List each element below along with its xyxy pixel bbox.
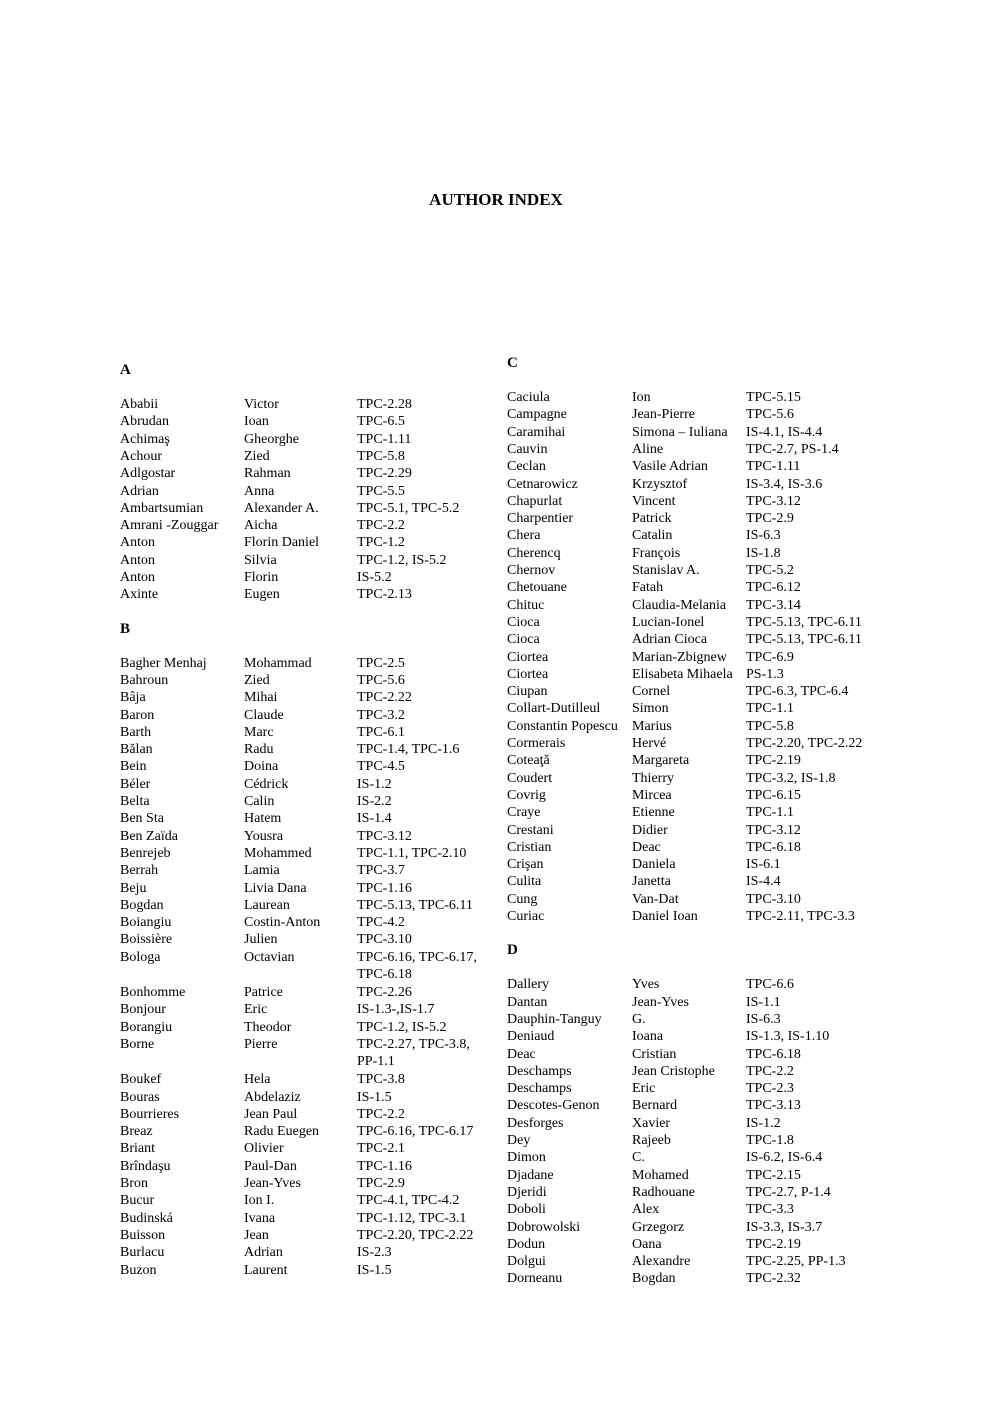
author-last-name: Bahroun bbox=[120, 672, 169, 688]
paper-codes: IS-1.4 bbox=[357, 811, 392, 827]
author-last-name: Chapurlat bbox=[507, 493, 563, 509]
author-last-name: Deschamps bbox=[507, 1063, 572, 1079]
author-last-name: Ceclan bbox=[507, 459, 546, 475]
author-last-name: Crestani bbox=[507, 822, 554, 838]
author-first-name: Krzysztof bbox=[632, 476, 688, 492]
author-first-name: Jean Cristophe bbox=[632, 1063, 715, 1079]
author-last-name: Bologa bbox=[120, 949, 161, 965]
paper-codes: TPC-2.20, TPC-2.22 bbox=[746, 736, 863, 751]
author-first-name: Radu bbox=[244, 742, 274, 758]
paper-codes: TPC-6.12 bbox=[746, 580, 801, 596]
paper-codes: TPC-2.5 bbox=[357, 655, 405, 671]
author-first-name: Simona – Iuliana bbox=[632, 424, 728, 440]
author-last-name: Cung bbox=[507, 891, 538, 907]
author-first-name: Alexander A. bbox=[244, 500, 319, 516]
author-last-name: Deniaud bbox=[507, 1029, 555, 1045]
author-first-name: Marius bbox=[632, 718, 672, 734]
paper-codes: IS-1.8 bbox=[746, 545, 781, 561]
author-first-name: Bogdan bbox=[632, 1271, 676, 1287]
author-first-name: Patrick bbox=[632, 511, 672, 527]
author-first-name: Claude bbox=[244, 707, 284, 723]
author-last-name: Bonhomme bbox=[120, 985, 186, 1000]
author-last-name: Coteaţă bbox=[507, 753, 550, 769]
paper-codes: TPC-2.32 bbox=[746, 1271, 801, 1287]
author-last-name: Desforges bbox=[507, 1115, 564, 1131]
paper-codes: TPC-2.13 bbox=[357, 587, 412, 603]
author-first-name: Jean-Yves bbox=[632, 994, 689, 1010]
paper-codes: TPC-2.2 bbox=[746, 1063, 794, 1079]
paper-codes: TPC-3.14 bbox=[746, 597, 801, 613]
paper-codes: TPC-3.12 bbox=[746, 822, 801, 838]
paper-codes: TPC-6.1 bbox=[357, 724, 405, 740]
author-first-name: Patrice bbox=[244, 985, 283, 1000]
paper-codes: IS-4.1, IS-4.4 bbox=[746, 424, 823, 440]
author-first-name: Ion I. bbox=[244, 1193, 275, 1209]
author-last-name: Belta bbox=[120, 794, 150, 809]
author-last-name: Achour bbox=[120, 448, 162, 464]
paper-codes: IS-6.2, IS-6.4 bbox=[746, 1150, 823, 1166]
paper-codes: TPC-5.13, TPC-6.11 bbox=[746, 632, 862, 648]
author-last-name: Ciortea bbox=[507, 649, 549, 665]
paper-codes: TPC-3.2, IS-1.8 bbox=[746, 770, 836, 786]
author-last-name: Bogdan bbox=[120, 897, 164, 913]
author-last-name: Berrah bbox=[120, 863, 159, 879]
paper-codes: TPC-5.5 bbox=[357, 483, 405, 499]
paper-codes: TPC-2.27, TPC-3.8, bbox=[357, 1036, 470, 1052]
author-last-name: Caciula bbox=[507, 390, 550, 405]
paper-codes: TPC-6.18 bbox=[746, 839, 801, 855]
author-first-name: Victor bbox=[244, 397, 279, 412]
author-last-name: Achimaş bbox=[120, 431, 170, 447]
author-last-name: Ben Sta bbox=[120, 811, 164, 827]
author-first-name: Silvia bbox=[244, 552, 277, 568]
author-first-name: Aicha bbox=[244, 518, 278, 534]
paper-codes: TPC-5.13, TPC-6.11 bbox=[746, 614, 862, 630]
paper-codes: TPC-1.2, IS-5.2 bbox=[357, 1019, 447, 1035]
paper-codes: TPC-1.11 bbox=[357, 431, 412, 447]
paper-codes: TPC-3.10 bbox=[746, 891, 801, 907]
section-letter-d: D bbox=[507, 942, 518, 959]
paper-codes: TPC-6.16, TPC-6.17, bbox=[357, 949, 477, 965]
author-last-name: Boissière bbox=[120, 932, 173, 948]
paper-codes: TPC-1.12, TPC-3.1 bbox=[357, 1210, 467, 1226]
author-first-name: Mohammad bbox=[244, 655, 312, 671]
author-first-name: Anna bbox=[244, 483, 275, 499]
author-first-name: Yousra bbox=[244, 828, 284, 844]
author-first-name: Rajeeb bbox=[632, 1133, 671, 1148]
author-last-name: Constantin Popescu bbox=[507, 718, 618, 734]
author-last-name: Dauphin-Tanguy bbox=[507, 1011, 602, 1027]
author-last-name: Chetouane bbox=[507, 580, 567, 596]
paper-codes: TPC-5.1, TPC-5.2 bbox=[357, 500, 460, 516]
author-first-name: Laurean bbox=[244, 897, 290, 913]
author-first-name: Stanislav A. bbox=[632, 563, 700, 578]
author-last-name: Dolgui bbox=[507, 1254, 546, 1270]
paper-codes: IS-6.3 bbox=[746, 528, 781, 544]
author-first-name: Catalin bbox=[632, 528, 673, 544]
author-last-name: Anton bbox=[120, 552, 155, 568]
paper-codes: IS-3.4, IS-3.6 bbox=[746, 476, 823, 492]
paper-codes: TPC-3.12 bbox=[746, 493, 801, 509]
paper-codes: TPC-5.15 bbox=[746, 390, 801, 405]
author-first-name: Ioana bbox=[632, 1029, 664, 1045]
author-first-name: Xavier bbox=[632, 1115, 671, 1131]
paper-codes: IS-1.3-,IS-1.7 bbox=[357, 1002, 435, 1018]
author-last-name: Ababii bbox=[120, 397, 159, 412]
author-last-name: Dobrowolski bbox=[507, 1219, 581, 1235]
author-last-name: Collart-Dutilleul bbox=[507, 701, 601, 717]
author-last-name: Doboli bbox=[507, 1202, 546, 1218]
author-first-name: Van-Dat bbox=[632, 891, 679, 907]
paper-codes: TPC-2.2 bbox=[357, 518, 405, 534]
paper-codes: TPC-1.16 bbox=[357, 880, 412, 896]
paper-codes: TPC-2.25, PP-1.3 bbox=[746, 1254, 846, 1270]
author-first-name: Jean-Yves bbox=[244, 1176, 301, 1191]
author-first-name: Hatem bbox=[244, 811, 282, 827]
paper-codes: IS-1.2 bbox=[357, 776, 392, 792]
author-last-name: Dantan bbox=[507, 994, 548, 1010]
paper-codes: TPC-5.8 bbox=[746, 718, 794, 734]
author-last-name: Adrian bbox=[120, 483, 159, 499]
paper-codes: IS-1.5 bbox=[357, 1262, 392, 1278]
author-first-name: Hervé bbox=[632, 736, 667, 751]
author-first-name: Mohammed bbox=[244, 845, 312, 861]
author-first-name: Adrian bbox=[244, 1245, 283, 1261]
author-last-name: Chera bbox=[507, 528, 541, 544]
paper-codes: IS-6.3 bbox=[746, 1011, 781, 1027]
author-first-name: Paul-Dan bbox=[244, 1158, 297, 1174]
paper-codes: TPC-6.6 bbox=[746, 977, 794, 993]
author-last-name: Dorneanu bbox=[507, 1271, 563, 1287]
paper-codes: TPC-1.1 bbox=[746, 701, 794, 717]
author-first-name: Cristian bbox=[632, 1046, 677, 1062]
author-first-name: Ivana bbox=[244, 1210, 276, 1226]
author-last-name: Djeridi bbox=[507, 1184, 547, 1200]
paper-codes: TPC-3.7 bbox=[357, 863, 405, 879]
author-first-name: Jean bbox=[244, 1227, 269, 1243]
author-last-name: Cristian bbox=[507, 839, 552, 855]
author-first-name: Gheorghe bbox=[244, 431, 299, 447]
paper-codes: TPC-6.18 bbox=[746, 1046, 801, 1062]
author-last-name: Bonjour bbox=[120, 1002, 166, 1018]
author-first-name: Simon bbox=[632, 701, 669, 717]
author-first-name: Etienne bbox=[632, 805, 675, 821]
paper-codes: TPC-6.18 bbox=[357, 967, 412, 982]
author-first-name: Zied bbox=[244, 672, 270, 688]
paper-codes: TPC-2.2 bbox=[357, 1106, 405, 1122]
author-last-name: Benrejeb bbox=[120, 845, 171, 861]
author-last-name: Ciortea bbox=[507, 666, 549, 682]
author-first-name: Cornel bbox=[632, 684, 671, 700]
author-first-name: Livia Dana bbox=[244, 880, 307, 896]
author-first-name: Eugen bbox=[244, 587, 280, 603]
author-last-name: Bron bbox=[120, 1176, 148, 1191]
author-first-name: G. bbox=[632, 1011, 646, 1027]
author-last-name: Craye bbox=[507, 805, 541, 821]
author-first-name: Mircea bbox=[632, 787, 672, 803]
paper-codes: TPC-2.11, TPC-3.3 bbox=[746, 909, 855, 924]
author-last-name: Ciupan bbox=[507, 684, 548, 700]
author-last-name: Chernov bbox=[507, 563, 556, 578]
paper-codes: TPC-3.13 bbox=[746, 1098, 801, 1114]
author-last-name: Caramihai bbox=[507, 424, 566, 440]
author-last-name: Curiac bbox=[507, 909, 545, 924]
paper-codes: TPC-3.8 bbox=[357, 1072, 405, 1088]
author-first-name: Oana bbox=[632, 1236, 662, 1252]
author-last-name: Culita bbox=[507, 874, 542, 890]
author-last-name: Bourrieres bbox=[120, 1106, 180, 1122]
paper-codes: TPC-6.16, TPC-6.17 bbox=[357, 1124, 474, 1140]
paper-codes: TPC-5.6 bbox=[746, 407, 794, 423]
section-letter-c: C bbox=[507, 355, 518, 371]
author-first-name: Alexandre bbox=[632, 1254, 691, 1270]
author-first-name: Thierry bbox=[632, 770, 674, 786]
author-last-name: Crişan bbox=[507, 857, 544, 873]
author-last-name: Bagher Menhaj bbox=[120, 655, 207, 671]
paper-codes: TPC-6.15 bbox=[746, 787, 801, 803]
paper-codes: TPC-2.9 bbox=[357, 1176, 405, 1191]
paper-codes: IS-3.3, IS-3.7 bbox=[746, 1219, 823, 1235]
paper-codes: TPC-5.6 bbox=[357, 672, 405, 688]
author-last-name: Dey bbox=[507, 1133, 531, 1148]
author-last-name: Bouras bbox=[120, 1089, 160, 1105]
author-first-name: Olivier bbox=[244, 1141, 284, 1157]
paper-codes: IS-1.3, IS-1.10 bbox=[746, 1029, 830, 1045]
author-last-name: Barth bbox=[120, 724, 152, 740]
paper-codes: TPC-1.4, TPC-1.6 bbox=[357, 742, 460, 758]
page-title: AUTHOR INDEX bbox=[429, 190, 563, 209]
author-last-name: Cioca bbox=[507, 614, 540, 630]
paper-codes: TPC-4.2 bbox=[357, 915, 405, 931]
paper-codes: IS-2.2 bbox=[357, 794, 392, 809]
paper-codes: TPC-2.1 bbox=[357, 1141, 405, 1157]
paper-codes: TPC-2.3 bbox=[746, 1081, 794, 1097]
paper-codes: TPC-2.28 bbox=[357, 397, 412, 412]
author-last-name: Cetnarowicz bbox=[507, 476, 578, 492]
author-first-name: Florin Daniel bbox=[244, 535, 320, 551]
author-first-name: Janetta bbox=[632, 874, 671, 890]
author-first-name: Julien bbox=[244, 932, 278, 948]
author-last-name: Burlacu bbox=[120, 1245, 165, 1261]
author-first-name: Radhouane bbox=[632, 1184, 695, 1200]
author-last-name: Descotes-Genon bbox=[507, 1098, 600, 1114]
author-last-name: Bâja bbox=[120, 690, 146, 706]
paper-codes: TPC-3.3 bbox=[746, 1202, 794, 1218]
author-first-name: Bernard bbox=[632, 1098, 678, 1114]
author-first-name: Adrian Cioca bbox=[632, 632, 708, 648]
paper-codes: TPC-2.26 bbox=[357, 985, 412, 1000]
paper-codes: PP-1.1 bbox=[357, 1054, 395, 1070]
author-first-name: Hela bbox=[244, 1072, 271, 1088]
paper-codes: TPC-1.2 bbox=[357, 535, 405, 551]
author-last-name: Dimon bbox=[507, 1150, 546, 1166]
author-last-name: Cherencq bbox=[507, 545, 561, 561]
paper-codes: IS-6.1 bbox=[746, 857, 781, 873]
paper-codes: IS-4.4 bbox=[746, 874, 781, 890]
section-letter-b: B bbox=[120, 620, 131, 637]
author-first-name: Eric bbox=[244, 1002, 268, 1018]
author-last-name: Buzon bbox=[120, 1262, 157, 1278]
author-last-name: Briant bbox=[120, 1141, 155, 1157]
author-last-name: Baron bbox=[120, 707, 155, 723]
author-last-name: Anton bbox=[120, 570, 155, 585]
paper-codes: TPC-2.20, TPC-2.22 bbox=[357, 1227, 474, 1243]
paper-codes: IS-1.1 bbox=[746, 994, 781, 1010]
author-last-name: Campagne bbox=[507, 407, 567, 423]
paper-codes: IS-5.2 bbox=[357, 570, 392, 585]
paper-codes: IS-2.3 bbox=[357, 1245, 392, 1261]
author-first-name: Jean Paul bbox=[244, 1106, 298, 1122]
paper-codes: TPC-2.19 bbox=[746, 753, 801, 769]
paper-codes: IS-1.5 bbox=[357, 1089, 392, 1105]
author-first-name: Yves bbox=[632, 977, 660, 993]
author-first-name: Daniel Ioan bbox=[632, 909, 698, 924]
paper-codes: TPC-6.3, TPC-6.4 bbox=[746, 684, 849, 700]
paper-codes: IS-1.2 bbox=[746, 1115, 781, 1131]
paper-codes: TPC-4.1, TPC-4.2 bbox=[357, 1193, 460, 1209]
author-last-name: Borangiu bbox=[120, 1019, 173, 1035]
author-last-name: Amrani -Zouggar bbox=[120, 518, 219, 534]
paper-codes: TPC-5.13, TPC-6.11 bbox=[357, 897, 473, 913]
author-last-name: Dallery bbox=[507, 977, 549, 993]
author-first-name: Mohamed bbox=[632, 1167, 689, 1183]
author-last-name: Béler bbox=[120, 776, 151, 792]
paper-codes: TPC-2.15 bbox=[746, 1167, 801, 1183]
author-last-name: Boukef bbox=[120, 1072, 162, 1088]
author-first-name: Cédrick bbox=[244, 776, 289, 792]
author-last-name: Chituc bbox=[507, 597, 545, 613]
author-last-name: Bein bbox=[120, 759, 147, 775]
paper-codes: TPC-1.1, TPC-2.10 bbox=[357, 845, 467, 861]
author-last-name: Ben Zaïda bbox=[120, 828, 178, 844]
author-first-name: Calin bbox=[244, 794, 275, 809]
author-first-name: Abdelaziz bbox=[244, 1089, 301, 1105]
paper-codes: TPC-1.2, IS-5.2 bbox=[357, 552, 447, 568]
paper-codes: TPC-2.7, P-1.4 bbox=[746, 1184, 831, 1200]
author-first-name: Aline bbox=[632, 441, 664, 457]
author-first-name: Rahman bbox=[244, 466, 291, 482]
author-first-name: Ioan bbox=[244, 414, 269, 430]
paper-codes: TPC-4.5 bbox=[357, 759, 405, 775]
author-last-name: Budinská bbox=[120, 1210, 173, 1226]
author-last-name: Cormerais bbox=[507, 736, 566, 751]
author-last-name: Bucur bbox=[120, 1193, 155, 1209]
author-last-name: Ambartsumian bbox=[120, 500, 204, 516]
author-first-name: Daniela bbox=[632, 857, 676, 873]
author-first-name: Jean-Pierre bbox=[632, 407, 695, 423]
author-first-name: Florin bbox=[244, 570, 279, 585]
author-last-name: Beju bbox=[120, 880, 147, 896]
author-last-name: Cauvin bbox=[507, 441, 548, 457]
paper-codes: TPC-2.7, PS-1.4 bbox=[746, 441, 839, 457]
author-last-name: Charpentier bbox=[507, 511, 574, 527]
author-first-name: Theodor bbox=[244, 1019, 292, 1035]
author-first-name: Eric bbox=[632, 1081, 656, 1097]
author-first-name: Marc bbox=[244, 724, 274, 740]
author-first-name: Zied bbox=[244, 448, 270, 464]
author-last-name: Breaz bbox=[120, 1124, 153, 1140]
author-last-name: Axinte bbox=[120, 587, 159, 603]
author-first-name: Pierre bbox=[244, 1036, 278, 1052]
paper-codes: TPC-6.9 bbox=[746, 649, 794, 665]
paper-codes: TPC-1.11 bbox=[746, 459, 801, 475]
author-first-name: Margareta bbox=[632, 753, 690, 769]
paper-codes: TPC-5.8 bbox=[357, 448, 405, 464]
author-last-name: Brîndaşu bbox=[120, 1158, 171, 1174]
paper-codes: TPC-1.16 bbox=[357, 1158, 412, 1174]
author-first-name: Lamia bbox=[244, 863, 280, 879]
author-last-name: Adlgostar bbox=[120, 466, 176, 482]
author-first-name: Vasile Adrian bbox=[632, 459, 708, 475]
author-first-name: Doina bbox=[244, 759, 279, 775]
paper-codes: PS-1.3 bbox=[746, 666, 784, 682]
paper-codes: TPC-5.2 bbox=[746, 563, 794, 578]
paper-codes: TPC-2.9 bbox=[746, 511, 794, 527]
author-first-name: Octavian bbox=[244, 949, 295, 965]
author-first-name: Elisabeta Mihaela bbox=[632, 666, 733, 682]
author-last-name: Anton bbox=[120, 535, 155, 551]
author-last-name: Abrudan bbox=[120, 414, 169, 430]
author-last-name: Deschamps bbox=[507, 1081, 572, 1097]
author-first-name: Mihai bbox=[244, 690, 278, 706]
paper-codes: TPC-2.19 bbox=[746, 1236, 801, 1252]
paper-codes: TPC-3.2 bbox=[357, 707, 405, 723]
paper-codes: TPC-1.8 bbox=[746, 1133, 794, 1148]
author-last-name: Deac bbox=[507, 1046, 536, 1062]
paper-codes: TPC-2.22 bbox=[357, 690, 412, 706]
author-last-name: Cioca bbox=[507, 632, 540, 648]
author-first-name: C. bbox=[632, 1150, 645, 1166]
author-first-name: François bbox=[632, 545, 681, 561]
author-last-name: Bălan bbox=[120, 742, 153, 758]
author-first-name: Deac bbox=[632, 839, 661, 855]
paper-codes: TPC-6.5 bbox=[357, 414, 405, 430]
paper-codes: TPC-3.10 bbox=[357, 932, 412, 948]
paper-codes: TPC-1.1 bbox=[746, 805, 794, 821]
author-first-name: Marian-Zbignew bbox=[632, 649, 727, 665]
author-last-name: Borne bbox=[120, 1036, 155, 1052]
section-letter-a: A bbox=[120, 362, 131, 378]
author-first-name: Didier bbox=[632, 822, 668, 838]
author-first-name: Grzegorz bbox=[632, 1219, 685, 1235]
author-first-name: Lucian-Ionel bbox=[632, 614, 705, 630]
author-first-name: Costin-Anton bbox=[244, 915, 321, 931]
author-last-name: Boiangiu bbox=[120, 915, 172, 931]
author-last-name: Covrig bbox=[507, 787, 546, 803]
author-last-name: Dodun bbox=[507, 1236, 546, 1252]
author-first-name: Fatah bbox=[632, 580, 664, 596]
author-last-name: Coudert bbox=[507, 770, 553, 786]
author-last-name: Djadane bbox=[507, 1167, 554, 1183]
author-first-name: Vincent bbox=[632, 493, 676, 509]
paper-codes: TPC-3.12 bbox=[357, 828, 412, 844]
author-first-name: Radu Euegen bbox=[244, 1124, 320, 1140]
paper-codes: TPC-2.29 bbox=[357, 466, 412, 482]
author-last-name: Buisson bbox=[120, 1227, 166, 1243]
author-first-name: Claudia-Melania bbox=[632, 597, 727, 613]
author-first-name: Ion bbox=[632, 390, 651, 405]
author-first-name: Alex bbox=[632, 1202, 660, 1218]
author-first-name: Laurent bbox=[244, 1262, 288, 1278]
